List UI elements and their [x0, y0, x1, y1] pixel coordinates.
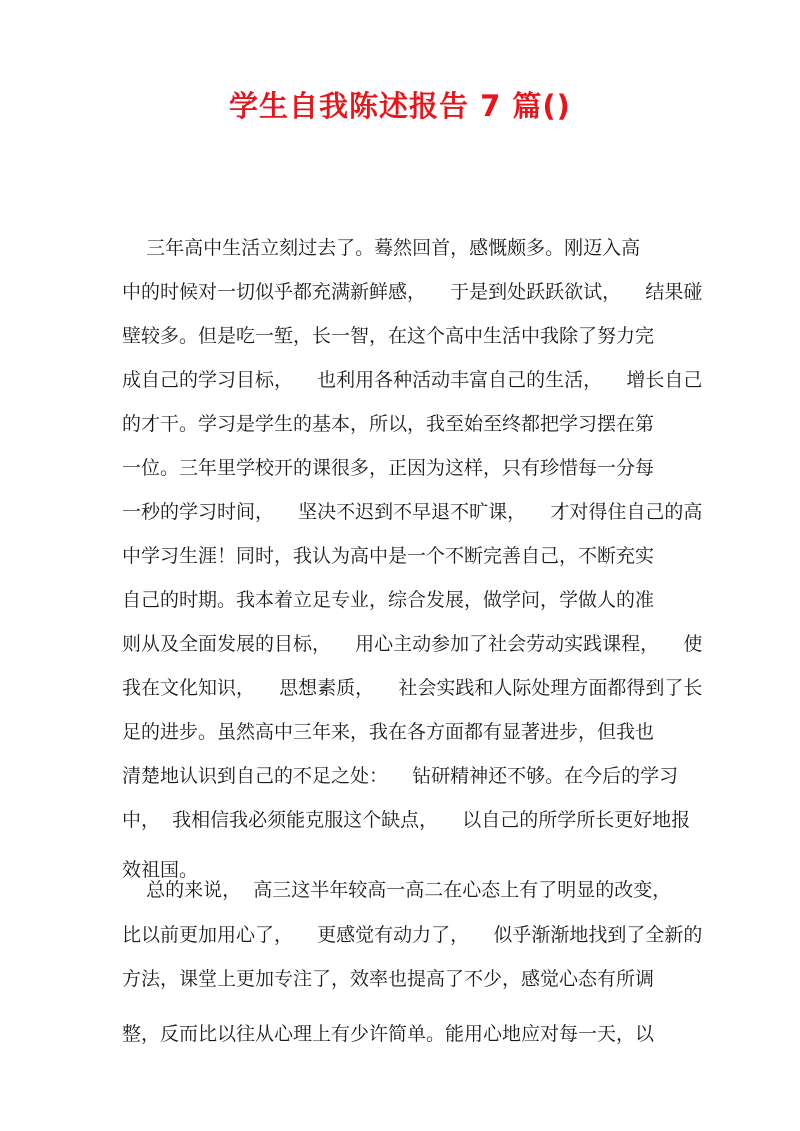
- text-line: 清楚地认识到自己的不足之处： 钻研精神还不够。在今后的学习: [122, 765, 679, 787]
- text-line: 比以前更加用心了， 更感觉有动力了， 似乎渐渐地找到了全新的: [122, 923, 703, 946]
- document-title: 学生自我陈述报告 7 篇(): [229, 89, 571, 123]
- text-line: 的才干。学习是学生的基本，所以，我至始至终都把学习摆在第: [122, 413, 655, 435]
- text-line: 方法，课堂上更加专注了，效率也提高了不少，感觉心态有所调: [122, 968, 655, 990]
- text-line: 我在文化知识， 思想素质， 社会实践和人际处理方面都得到了长: [122, 677, 703, 699]
- paragraph-2: [122, 868, 703, 1056]
- text-line: 效祖国。: [122, 859, 199, 881]
- text-line: 中， 我相信我必须能克服这个缺点， 以自己的所学所长更好地报: [122, 809, 691, 831]
- paragraph-1: [122, 226, 703, 892]
- text-line: 中的时候对一切似乎都充满新鲜感， 于是到处跃跃欲试， 结果碰: [122, 281, 703, 303]
- text-line: 中学习生涯！同时，我认为高中是一个不断完善自己，不断充实: [122, 545, 655, 567]
- text-line: 足的进步。虽然高中三年来，我在各方面都有显著进步，但我也: [122, 721, 655, 743]
- text-line: 一位。三年里学校开的课很多，正因为这样，只有珍惜每一分每: [122, 457, 655, 479]
- text-line: 一秒的学习时间， 坚决不迟到不早退不旷课， 才对得住自己的高: [122, 501, 703, 523]
- text-line: 则从及全面发展的目标， 用心主动参加了社会劳动实践课程， 使: [122, 633, 703, 655]
- text-line: 整，反而比以往从心理上有少许简单。能用心地应对每一天，以: [122, 1022, 655, 1045]
- text-line: 壁较多。但是吃一堑，长一智，在这个高中生活中我除了努力完: [122, 325, 655, 347]
- text-line: 总的来说， 高三这半年较高一高二在心态上有了明显的改变，: [122, 879, 672, 901]
- text-line: 三年高中生活立刻过去了。蓦然回首，感慨颇多。刚迈入高: [122, 237, 641, 259]
- text-line: 自己的时期。我本着立足专业，综合发展，做学问，学做人的准: [122, 589, 655, 611]
- text-line: 成自己的学习目标， 也利用各种活动丰富自己的生活， 增长自己: [122, 369, 703, 391]
